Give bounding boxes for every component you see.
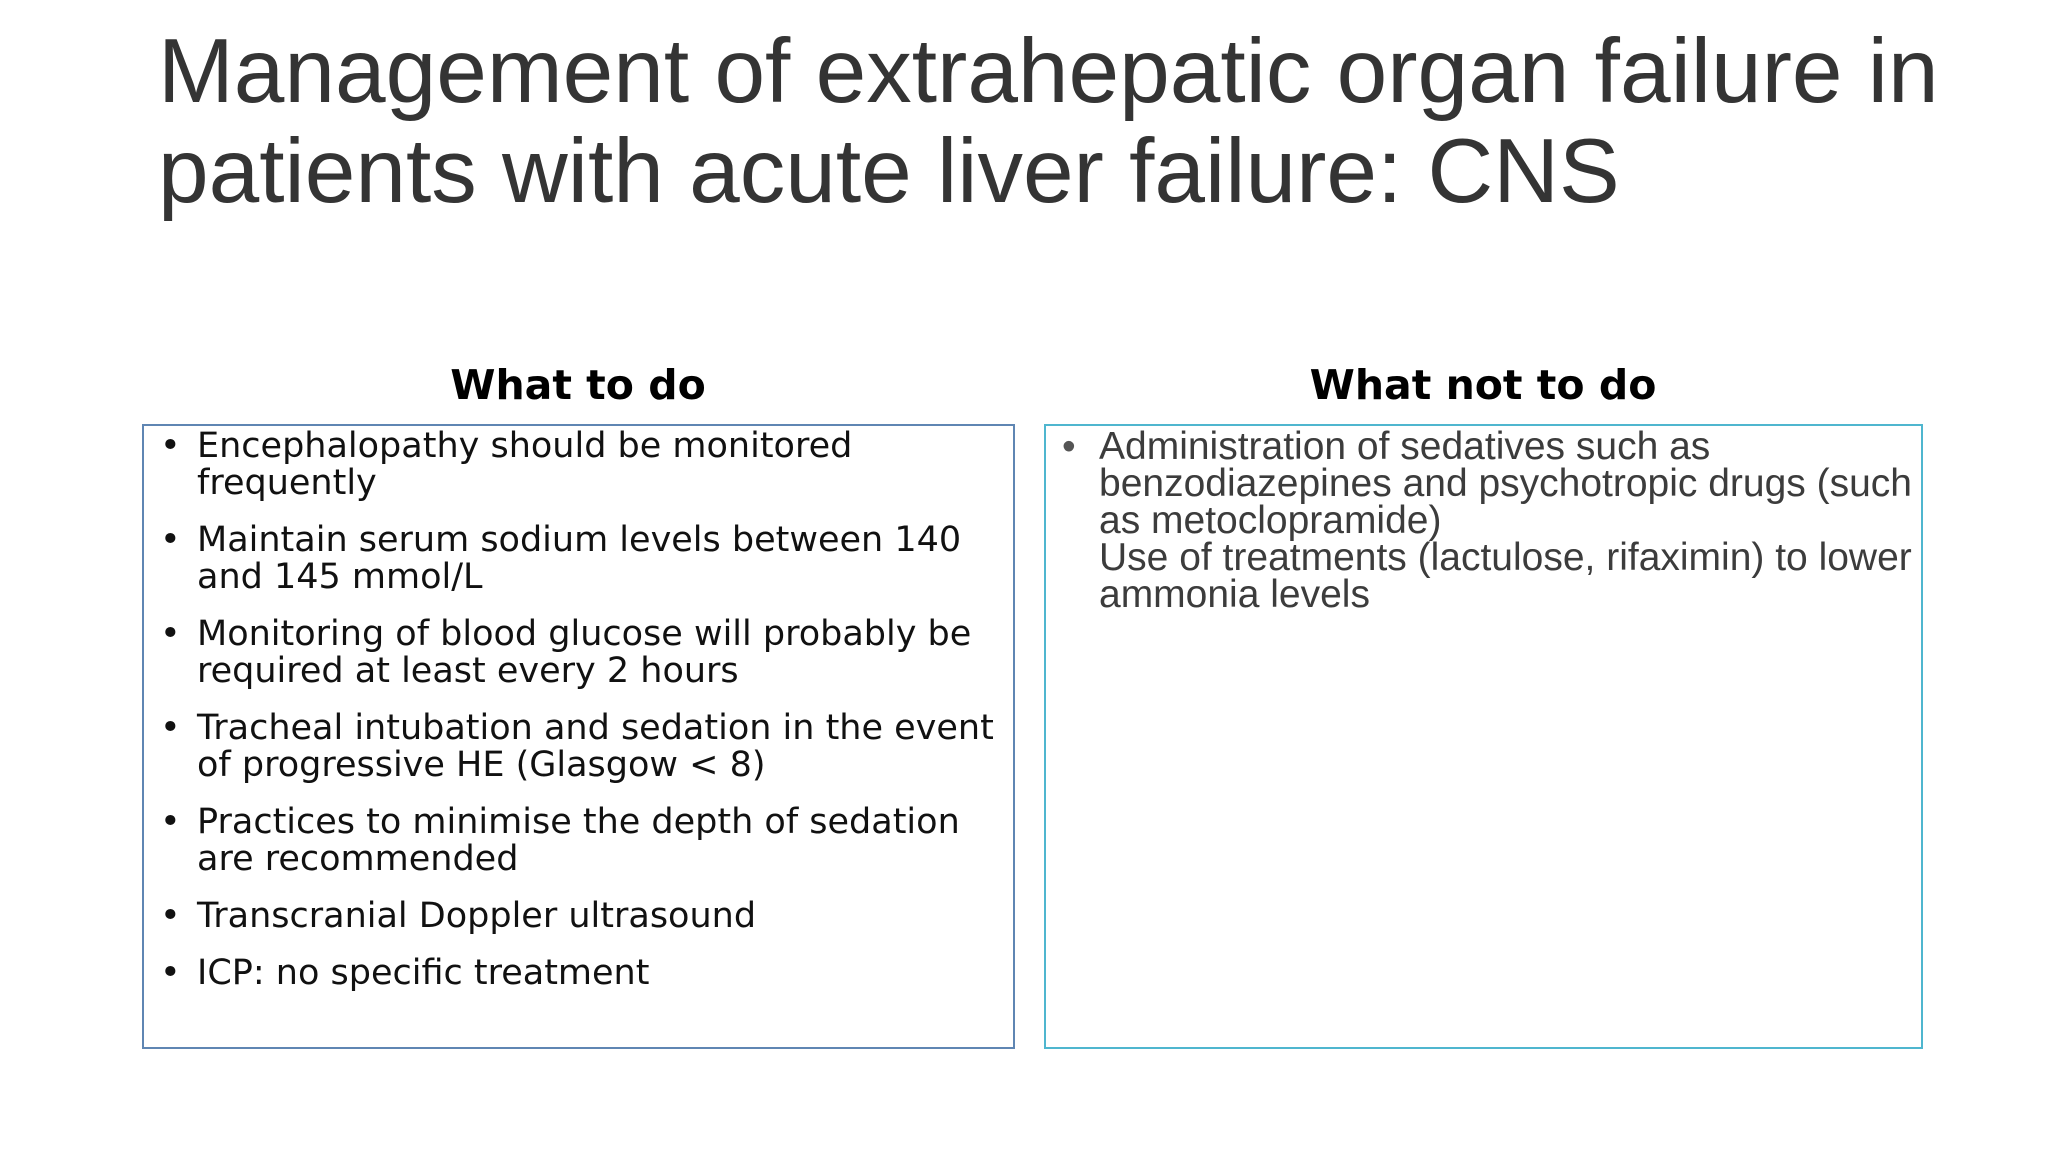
list-item: • Tracheal intubation and sedation in the event of progressive HE (Glasgow < 8) [156,710,1013,784]
list-item: • ICP: no specific treatment [156,955,1013,992]
what-to-do-heading: What to do [450,361,706,409]
list-item: • Maintain serum sodium levels between 140 and 145 mmol/L [156,522,1013,596]
what-to-do-list [156,428,1013,992]
dont-line-sedatives: • Administration of sedatives such as benzodiazepines and psychotropic drugs (such as metoclopramide) [1099,425,1913,542]
list-item: • Practices to minimise the depth of sedation are recommended [156,804,1013,878]
what-to-do-box [142,424,1015,1049]
slide-title: Management of extrahepatic organ failure in patients with acute liver failure: CNS [158,21,1939,222]
what-not-to-do-list [1058,425,1921,616]
dont-line-ammonia-treatments: Use of treatments (lactulose, rifaximin) to lower ammonia levels [1099,536,1912,616]
list-item: • Monitoring of blood glucose will probably be required at least every 2 hours [156,616,1013,690]
list-item [1058,425,1921,616]
what-not-to-do-box [1044,424,1923,1049]
list-item: • Transcranial Doppler ultrasound [156,898,1013,935]
list-item: • Encephalopathy should be monitored frequently [156,428,1013,502]
what-not-to-do-heading: What not to do [1309,361,1657,409]
